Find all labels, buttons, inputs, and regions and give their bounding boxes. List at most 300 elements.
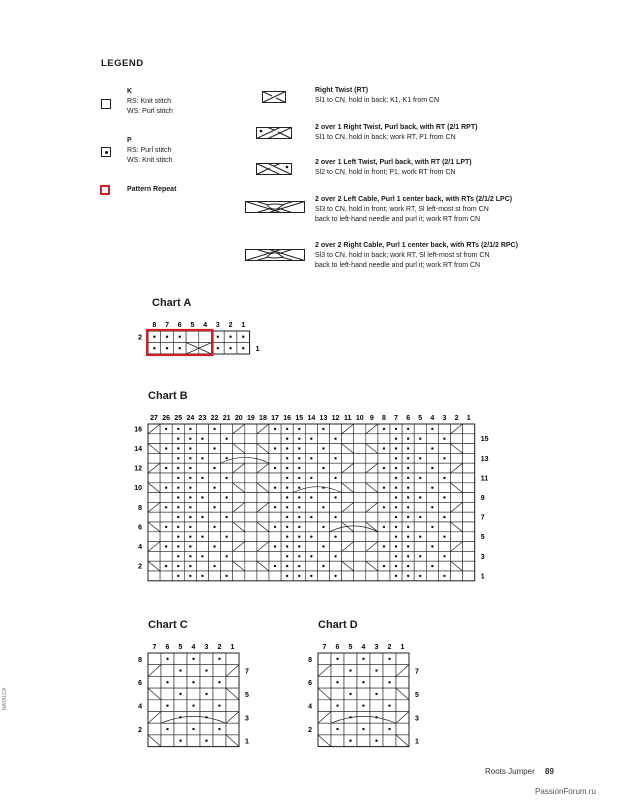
col-label: 8 [152,322,157,329]
purl-dot [177,487,179,489]
chart-cell [370,700,383,712]
purl-dot [443,496,445,498]
purl-dot [286,438,288,440]
purl-dot [286,506,288,508]
purl-dot [201,438,203,440]
purl-dot [201,555,203,557]
purl-dot [298,545,300,547]
purl-dot [395,447,397,449]
purl-dot [407,487,409,489]
chart-cell [245,444,257,454]
chart-cell [366,473,378,483]
chart-cell [331,665,344,677]
purl-dot [395,477,397,479]
purl-dot [349,669,351,671]
purl-dot [310,575,312,577]
chart-cell [199,343,212,355]
purl-dot [189,496,191,498]
purl-dot [179,336,181,338]
lpc-icon [245,201,305,213]
chart-cell [354,453,366,463]
col-label: 4 [191,644,196,651]
purl-dot [177,496,179,498]
purl-dot [383,487,385,489]
purl-dot [189,545,191,547]
purl-dot [395,575,397,577]
chart-cell [354,444,366,454]
chart-cell [414,542,426,552]
purl-dot [310,496,312,498]
purl-dot [407,467,409,469]
lpt-l1: Sl2 to CN, hold in front; P1, work RT from CN [315,169,456,176]
purl-dot [310,457,312,459]
chart-cell [354,561,366,571]
purl-dot [407,565,409,567]
legend-lpt [315,158,472,178]
chart-d-title: Chart D [318,619,358,631]
purl-dot [177,457,179,459]
purl-dot [419,536,421,538]
chart-cell [318,723,331,735]
purl-dot [213,565,215,567]
purl-dot [225,457,227,459]
purl-dot [298,516,300,518]
purl-dot [166,704,168,706]
col-label: 2 [454,415,459,422]
col-label: 7 [394,415,399,422]
chart-cell [344,676,357,688]
purl-dot [218,658,220,660]
col-label: 6 [165,644,170,651]
chart-cell [463,463,475,473]
col-label: 7 [152,644,157,651]
chart-cell [160,571,172,581]
chart-cell [438,424,450,434]
purl-dot [431,487,433,489]
purl-dot [322,526,324,528]
chart-cell [414,483,426,493]
chart-cell [426,532,438,542]
col-label: 6 [335,644,340,651]
chart-cell [354,473,366,483]
col-label: 20 [234,415,243,422]
purl-dot [177,428,179,430]
purl-dot [298,506,300,508]
chart-cell [463,502,475,512]
row-label-left: 2 [138,726,142,734]
purl-dot [225,575,227,577]
purl-dot [274,506,276,508]
chart-c [130,637,260,746]
col-label: 1 [230,644,235,651]
purl-dot [166,728,168,730]
chart-cell [438,561,450,571]
row-label-right: 7 [415,668,419,676]
rt-name: Right Twist (RT) [315,87,369,94]
chart-cell [186,343,199,355]
purl-dot [225,438,227,440]
chart-cell [414,522,426,532]
purl-dot [334,477,336,479]
purl-dot [274,487,276,489]
purl-dot [192,704,194,706]
col-label: 8 [381,415,386,422]
chart-cell [148,512,160,522]
purl-dot [153,347,155,349]
purl-dot [395,516,397,518]
purl-dot [310,477,312,479]
rpc-icon [245,249,305,261]
col-label: 6 [177,322,182,329]
chart-cell [396,723,409,735]
purl-dot [179,669,181,671]
row-label-right: 5 [415,691,419,699]
chart-cell [161,665,174,677]
chart-cell [330,502,342,512]
purl-dot [274,428,276,430]
chart-cell [257,532,269,542]
purl-dot [286,496,288,498]
chart-cell [342,473,354,483]
chart-cell [269,571,281,581]
chart-cell [148,493,160,503]
purl-dot [431,506,433,508]
chart-cell [426,453,438,463]
chart-cell [342,532,354,542]
purl-dot [177,526,179,528]
purl-dot [165,526,167,528]
chart-cell [196,522,208,532]
knit-rs: RS: Knit stitch [127,98,171,105]
chart-cell [233,473,245,483]
purl-dot [322,428,324,430]
col-label: 19 [246,415,255,422]
chart-cell [186,331,199,343]
purl-dot [177,536,179,538]
row-label-right: 3 [415,715,419,723]
chart-cell [463,522,475,532]
chart-cell [160,512,172,522]
col-label: 5 [348,644,353,651]
chart-cell [378,434,390,444]
purl-dot [388,658,390,660]
purl-dot [286,555,288,557]
purl-dot [407,428,409,430]
purl-dot [274,545,276,547]
chart-cell [160,453,172,463]
row-label-left: 4 [138,703,142,711]
chart-cell [196,561,208,571]
purl-dot [166,347,168,349]
row-label-right: 1 [480,573,485,581]
chart-cell [160,473,172,483]
chart-cell [451,512,463,522]
chart-cell [317,551,329,561]
purl-dot [407,506,409,508]
chart-cell [366,571,378,581]
purl-dot [431,526,433,528]
row-label-right: 1 [415,738,419,746]
chart-cell [396,676,409,688]
col-label: 26 [162,415,171,422]
side-credit: NATALCA [2,687,8,710]
purl-dot [443,516,445,518]
purl-dot [179,693,181,695]
chart-a-title: Chart A [152,297,192,309]
chart-cell [451,453,463,463]
chart-cell [354,571,366,581]
purl-dot [229,347,231,349]
chart-cell [209,571,221,581]
purl-dot [189,457,191,459]
chart-cell [317,473,329,483]
purl-dot [205,740,207,742]
chart-cell [269,512,281,522]
col-label: 10 [355,415,364,422]
chart-cell [378,512,390,522]
purl-dot [205,693,207,695]
chart-cell [221,444,233,454]
chart-cell [463,424,475,434]
purl-dot [298,536,300,538]
row-label-left: 4 [138,543,142,551]
purl-dot [336,704,338,706]
chart-cell [342,453,354,463]
purl-dot [395,428,397,430]
purl-dot [201,457,203,459]
purl-dot [189,467,191,469]
chart-cell [305,542,317,552]
purl-dot [419,555,421,557]
purl-dot [225,536,227,538]
row-label-left: 16 [134,426,142,434]
chart-cell [199,331,212,343]
purl-dot [322,565,324,567]
chart-cell [331,712,344,724]
chart-cell [196,502,208,512]
chart-cell [317,512,329,522]
chart-cell [357,712,370,724]
col-label: 2 [217,644,222,651]
row-label-left: 8 [138,656,142,664]
col-label: 3 [374,644,379,651]
chart-cell [161,688,174,700]
row-label-right: 5 [480,534,485,542]
purl-dot [334,536,336,538]
purl-dot [407,526,409,528]
purl-dot [165,545,167,547]
purl-dot [407,545,409,547]
purl-dot [334,438,336,440]
chart-cell [148,700,161,712]
purl-dot [286,526,288,528]
purl-dot [189,565,191,567]
chart-cell [221,463,233,473]
chart-cell [342,551,354,561]
row-label-left: 12 [134,465,142,473]
chart-cell [221,542,233,552]
purl-dot [395,565,397,567]
purl-name: P [127,137,132,144]
purl-dot [298,496,300,498]
chart-cell [245,542,257,552]
purl-dot [189,555,191,557]
purl-dot [189,438,191,440]
purl-dot [189,506,191,508]
chart-cell [378,551,390,561]
chart-cell [213,665,226,677]
chart-cell [160,551,172,561]
chart-cell [160,493,172,503]
purl-dot [165,447,167,449]
purl-dot [310,516,312,518]
footer-title [485,767,554,776]
purl-dot [274,467,276,469]
chart-cell [257,434,269,444]
purl-dot [383,565,385,567]
purl-dot [217,347,219,349]
purl-dot [395,457,397,459]
chart-cell [196,444,208,454]
col-label: 5 [418,415,423,422]
row-label-right: 3 [245,715,249,723]
chart-cell [233,571,245,581]
chart-cell [378,532,390,542]
purl-dot [274,565,276,567]
col-label: 7 [322,644,327,651]
chart-cell [148,571,160,581]
purl-dot [177,575,179,577]
col-label: 23 [198,415,207,422]
chart-cell [330,463,342,473]
purl-dot [407,575,409,577]
row-label-left: 8 [308,656,312,664]
purl-dot [177,516,179,518]
row-label-left: 6 [138,524,142,532]
legend-purl [127,136,173,166]
chart-cell [344,700,357,712]
purl-dot [274,447,276,449]
chart-cell [269,532,281,542]
purl-dot [334,575,336,577]
purl-dot [322,545,324,547]
chart-cell [196,483,208,493]
col-label: 3 [442,415,447,422]
purl-dot [395,555,397,557]
chart-cell [245,522,257,532]
purl-dot [298,457,300,459]
chart-cell [438,444,450,454]
col-label: 11 [343,415,352,422]
footer-site: PassionForum.ru [535,787,596,796]
col-label: 1 [466,415,471,422]
chart-cell [414,561,426,571]
purl-dot [419,477,421,479]
chart-cell [330,542,342,552]
chart-cell [317,532,329,542]
chart-cell [174,723,187,735]
chart-cell [366,434,378,444]
purl-dot [213,545,215,547]
purl-dot [205,669,207,671]
chart-cell [354,542,366,552]
chart-cell [330,561,342,571]
chart-cell [148,532,160,542]
chart-cell [370,676,383,688]
chart-cell [463,512,475,522]
purl-dot [298,487,300,489]
chart-cell [209,532,221,542]
row-label-right: 1 [245,738,249,746]
chart-cell [378,571,390,581]
chart-cell [305,424,317,434]
purl-dot [177,565,179,567]
purl-dot [375,669,377,671]
col-label: 9 [369,415,374,422]
purl-dot [298,467,300,469]
chart-cell [330,444,342,454]
purl-dot [192,681,194,683]
row-label-left: 2 [138,334,142,342]
chart-cell [383,688,396,700]
chart-cell [269,551,281,561]
purl-dot [388,681,390,683]
purl-dot [395,467,397,469]
knit-ws: WS: Purl stitch [127,108,173,115]
purl-dot [419,516,421,518]
purl-dot [165,565,167,567]
col-label: 3 [215,322,220,329]
chart-cell [257,453,269,463]
row-label-left: 2 [138,563,142,571]
purl-dot [322,467,324,469]
purl-dot [298,428,300,430]
chart-cell [269,493,281,503]
purl-dot [395,438,397,440]
row-label-right: 7 [245,668,249,676]
purl-dot [431,545,433,547]
col-label: 18 [259,415,267,422]
chart-cell [317,493,329,503]
purl-dot [213,447,215,449]
chart-c-title: Chart C [148,619,188,631]
purl-dot [189,526,191,528]
chart-cell [196,542,208,552]
chart-cell [148,551,160,561]
chart-cell [344,723,357,735]
chart-cell [174,700,187,712]
chart-cell [366,453,378,463]
purl-dot [201,516,203,518]
chart-cell [305,502,317,512]
chart-cell [366,551,378,561]
knit-name: K [127,88,133,95]
purl-dot [189,477,191,479]
purl-dot [407,536,409,538]
chart-cell [438,502,450,512]
purl-dot [177,555,179,557]
purl-dot [419,496,421,498]
purl-dot [362,681,364,683]
rpc-name: 2 over 2 Right Cable, Purl 1 center back, with RTs (2/1/2 RPC) [315,242,518,249]
purl-dot [443,438,445,440]
chart-cell [383,712,396,724]
purl-dot [213,506,215,508]
chart-cell [245,424,257,434]
chart-cell [305,522,317,532]
chart-cell [463,444,475,454]
purl-dot [189,428,191,430]
